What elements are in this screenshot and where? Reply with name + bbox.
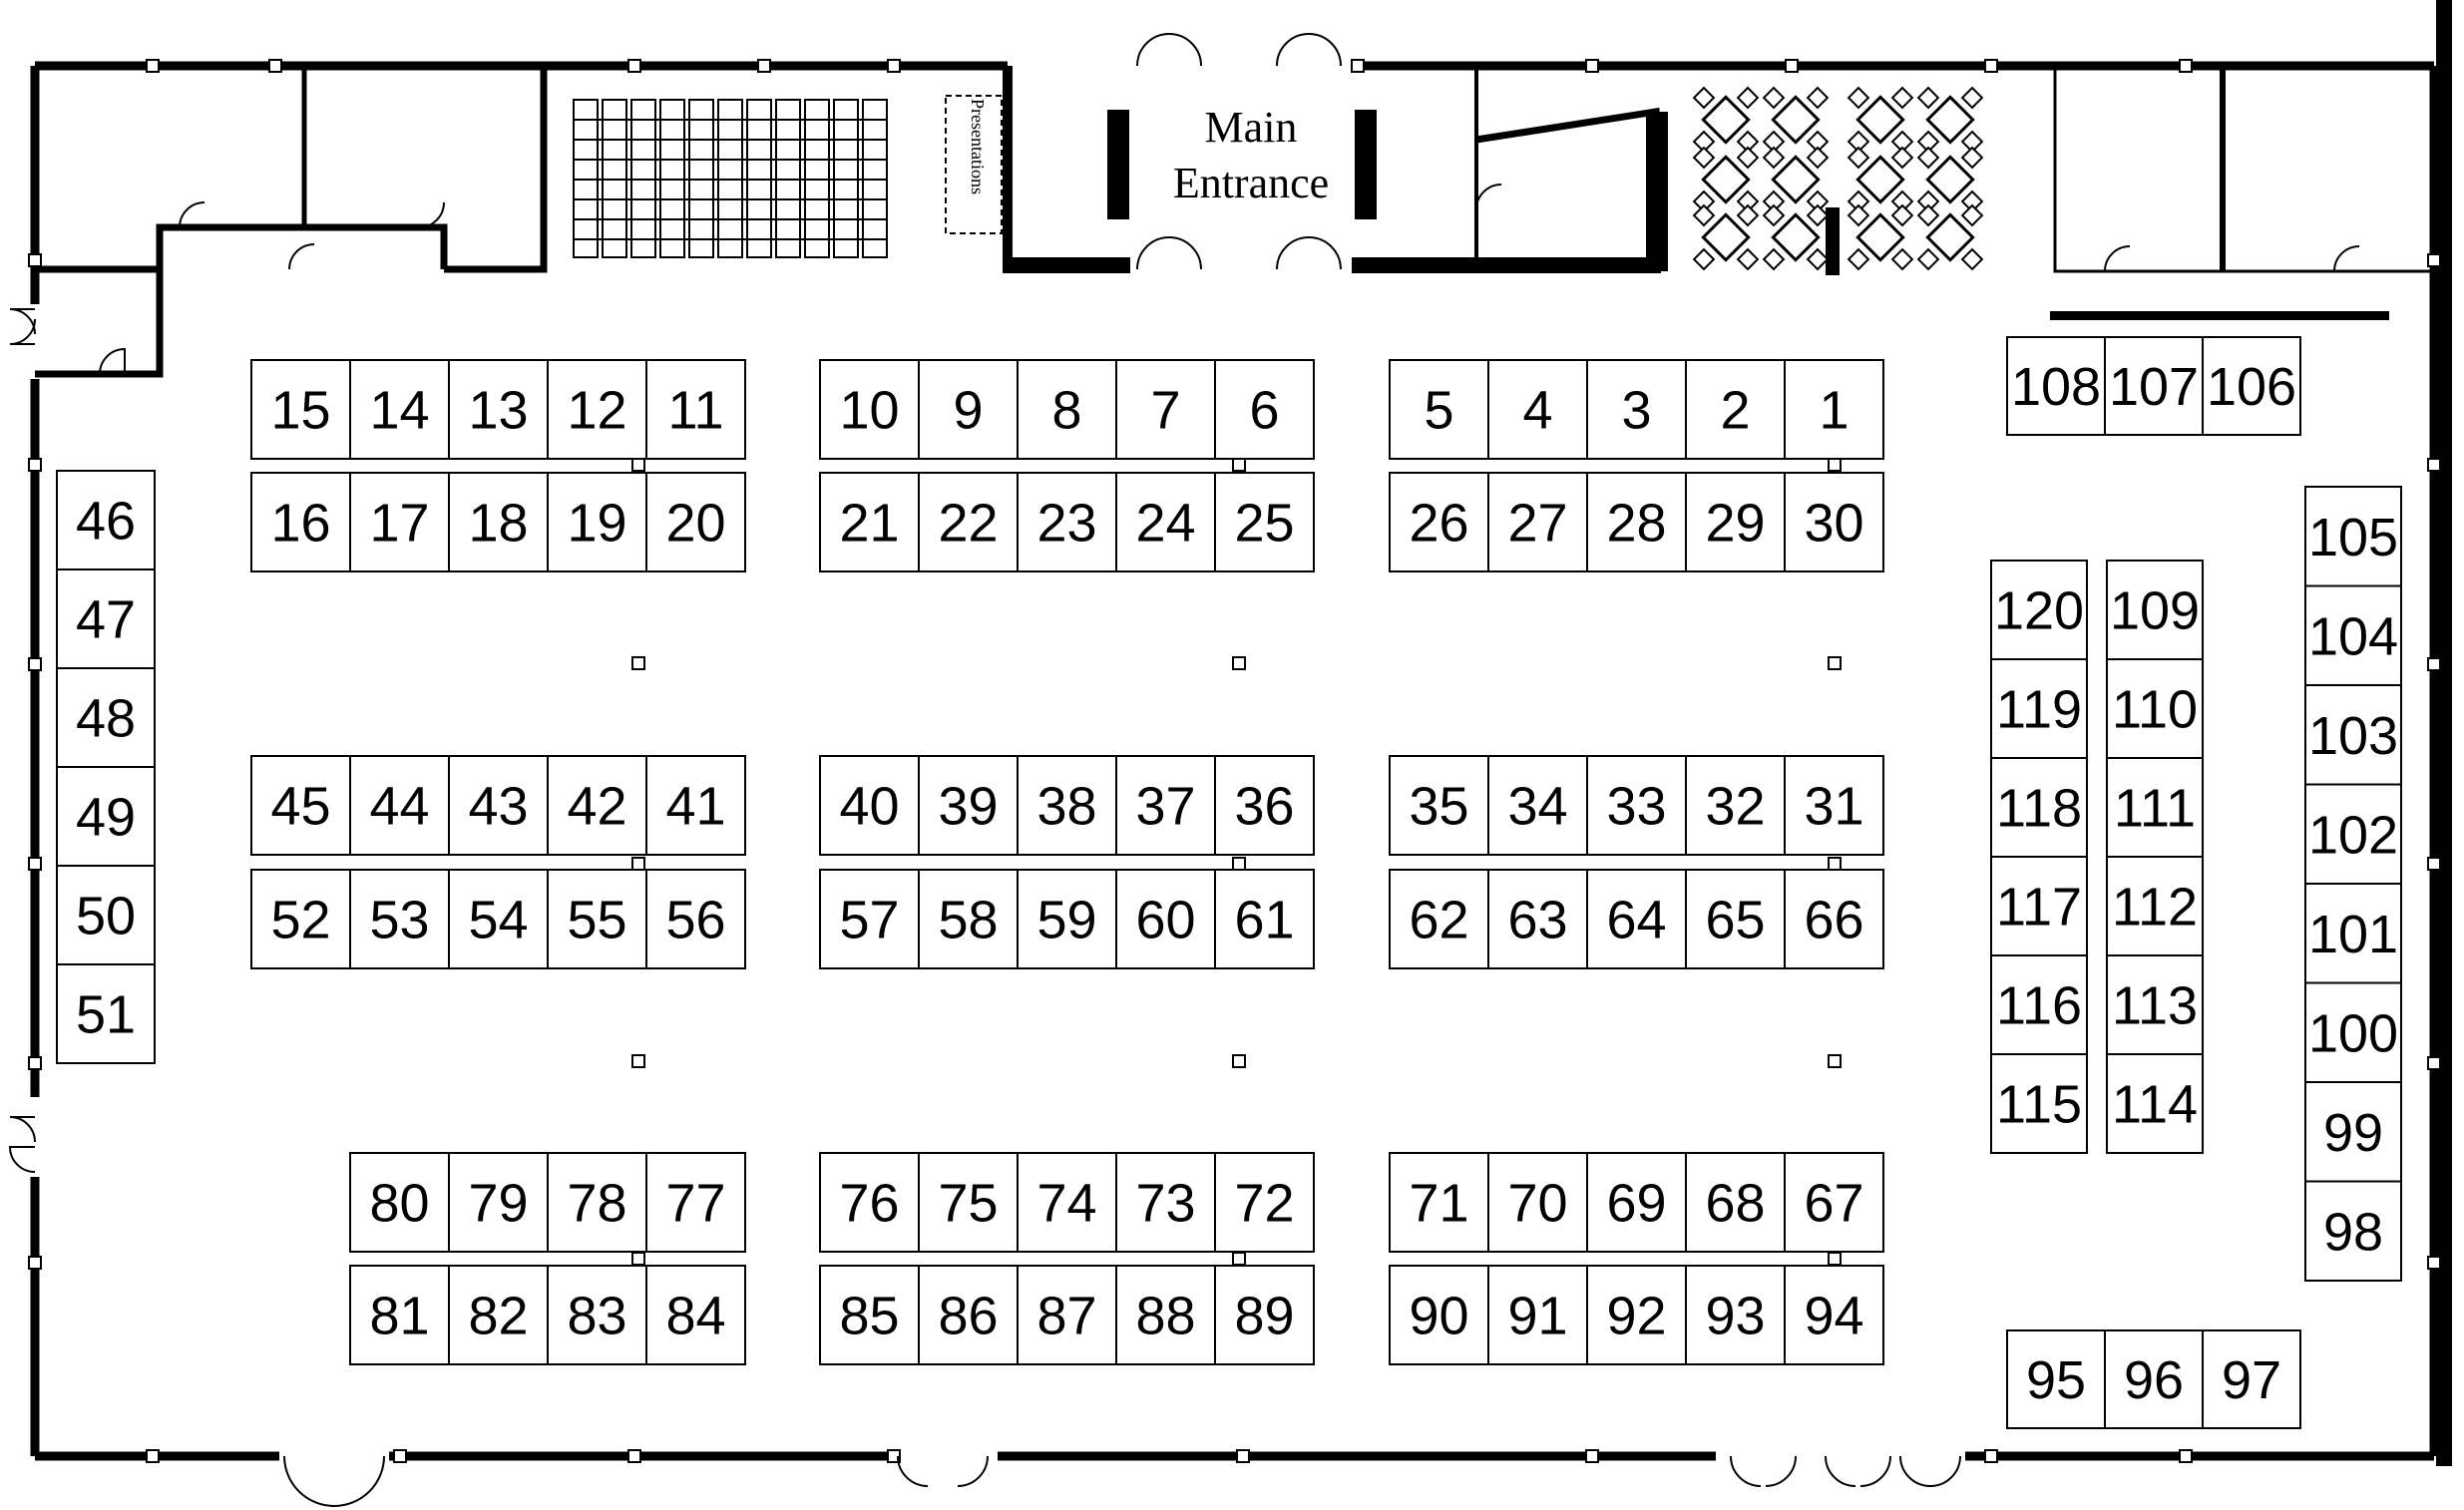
booth-114[interactable] — [2107, 1054, 2203, 1153]
booth-31[interactable] — [1785, 756, 1883, 855]
booth-26[interactable] — [1390, 473, 1488, 571]
booth-39[interactable] — [919, 756, 1018, 855]
booth-56[interactable] — [646, 870, 745, 968]
booth-number: 26 — [1409, 493, 1469, 554]
booth-number: 1 — [1819, 380, 1849, 441]
booth-109[interactable] — [2107, 561, 2203, 659]
booth-number: 60 — [1135, 890, 1196, 950]
structural-column — [1233, 1253, 1245, 1265]
booth-number: 32 — [1705, 776, 1766, 837]
structural-column — [1829, 459, 1841, 471]
booth-number: 22 — [938, 493, 999, 554]
booth-number: 17 — [369, 493, 430, 554]
booth-34[interactable] — [1488, 756, 1587, 855]
booth-number: 94 — [1804, 1286, 1864, 1346]
booth-71[interactable] — [1390, 1153, 1488, 1252]
booth-66[interactable] — [1785, 870, 1883, 968]
booth-number: 66 — [1804, 890, 1864, 950]
presentations-label: Presentations — [968, 99, 988, 194]
booth-117[interactable] — [1991, 857, 2087, 955]
booth-number: 62 — [1409, 890, 1469, 950]
booth-49[interactable] — [57, 767, 155, 866]
booth-number: 100 — [2307, 1003, 2399, 1064]
booth-number: 10 — [839, 380, 900, 441]
booth-number: 13 — [468, 380, 529, 441]
booth-number: 58 — [938, 890, 999, 950]
booths — [57, 337, 2401, 1428]
booth-number: 12 — [567, 380, 627, 441]
booth-36[interactable] — [1215, 756, 1314, 855]
booth-92[interactable] — [1587, 1266, 1686, 1364]
booth-number: 108 — [2010, 357, 2102, 417]
booth-number: 118 — [1995, 778, 2083, 839]
booth-60[interactable] — [1116, 870, 1215, 968]
booth-106[interactable] — [2203, 337, 2300, 435]
booth-number: 97 — [2221, 1350, 2282, 1410]
booth-53[interactable] — [350, 870, 449, 968]
structural-column — [1233, 657, 1245, 669]
booth-number: 28 — [1606, 493, 1667, 554]
booth-1[interactable] — [1785, 360, 1883, 459]
booth-76[interactable] — [820, 1153, 919, 1252]
booth-37[interactable] — [1116, 756, 1215, 855]
booth-70[interactable] — [1488, 1153, 1587, 1252]
booth-number: 87 — [1036, 1286, 1097, 1346]
booth-number: 16 — [270, 493, 331, 554]
booth-115[interactable] — [1991, 1054, 2087, 1153]
booth-96[interactable] — [2105, 1330, 2203, 1428]
booth-number: 14 — [369, 380, 430, 441]
booth-number: 68 — [1705, 1173, 1766, 1234]
booth-6[interactable] — [1215, 360, 1314, 459]
structural-column — [1233, 459, 1245, 471]
booth-number: 69 — [1606, 1173, 1667, 1234]
booth-number: 47 — [75, 589, 137, 650]
structural-column — [1829, 858, 1841, 870]
booth-46[interactable] — [57, 471, 155, 569]
booth-number: 9 — [953, 380, 984, 441]
booth-number: 90 — [1409, 1286, 1469, 1346]
booth-15[interactable] — [251, 360, 350, 459]
booth-number: 19 — [567, 493, 627, 554]
booth-number: 79 — [468, 1173, 529, 1234]
booth-19[interactable] — [548, 473, 646, 571]
booth-63[interactable] — [1488, 870, 1587, 968]
booth-62[interactable] — [1390, 870, 1488, 968]
booth-69[interactable] — [1587, 1153, 1686, 1252]
cafe-table — [1694, 205, 1758, 269]
booth-85[interactable] — [820, 1266, 919, 1364]
booth-94[interactable] — [1785, 1266, 1883, 1364]
booth-number: 86 — [938, 1286, 999, 1346]
booth-25[interactable] — [1215, 473, 1314, 571]
booth-number: 99 — [2322, 1102, 2384, 1163]
entrance-lobby-wall-left — [1003, 66, 1013, 265]
booth-116[interactable] — [1991, 955, 2087, 1054]
cafe-table — [1694, 148, 1758, 211]
booth-74[interactable] — [1018, 1153, 1116, 1252]
booth-number: 70 — [1507, 1173, 1568, 1234]
booth-number: 39 — [938, 776, 999, 837]
booth-number: 78 — [567, 1173, 627, 1234]
booth-5[interactable] — [1390, 360, 1488, 459]
booth-4[interactable] — [1488, 360, 1587, 459]
booth-number: 41 — [665, 776, 726, 837]
booth-number: 43 — [468, 776, 529, 837]
far-right-wall — [2436, 0, 2452, 1466]
entrance-lobby-wall-bottom-left — [1003, 257, 1130, 273]
structural-column — [1829, 1055, 1841, 1067]
booth-number: 54 — [468, 890, 529, 950]
booth-number: 7 — [1150, 380, 1181, 441]
booth-number: 8 — [1051, 380, 1082, 441]
booth-number: 33 — [1606, 776, 1667, 837]
booth-number: 37 — [1135, 776, 1196, 837]
booth-number: 56 — [665, 890, 726, 950]
booth-number: 55 — [567, 890, 627, 950]
booth-number: 3 — [1621, 380, 1652, 441]
booth-number: 72 — [1234, 1173, 1295, 1234]
booth-23[interactable] — [1018, 473, 1116, 571]
booth-number: 53 — [369, 890, 430, 950]
booth-101[interactable] — [2305, 884, 2401, 983]
booth-number: 115 — [1995, 1074, 2083, 1135]
booth-54[interactable] — [449, 870, 548, 968]
booth-32[interactable] — [1686, 756, 1785, 855]
booth-2[interactable] — [1686, 360, 1785, 459]
booth-number: 111 — [2113, 778, 2197, 839]
booth-number: 6 — [1249, 380, 1280, 441]
booth-number: 63 — [1507, 890, 1568, 950]
booth-21[interactable] — [820, 473, 919, 571]
cafe-table — [1848, 205, 1912, 269]
booth-number: 21 — [839, 493, 900, 554]
cafe-table — [1764, 148, 1828, 211]
booth-9[interactable] — [919, 360, 1018, 459]
booth-number: 42 — [567, 776, 627, 837]
booth-number: 91 — [1507, 1286, 1568, 1346]
booth-22[interactable] — [919, 473, 1018, 571]
entrance-pillar-right — [1355, 110, 1377, 219]
booth-number: 30 — [1804, 493, 1864, 554]
booth-93[interactable] — [1686, 1266, 1785, 1364]
booth-number: 92 — [1606, 1286, 1667, 1346]
booth-58[interactable] — [919, 870, 1018, 968]
booth-number: 15 — [270, 380, 331, 441]
booth-43[interactable] — [449, 756, 548, 855]
booth-16[interactable] — [251, 473, 350, 571]
cafe-table — [1694, 88, 1758, 152]
booth-50[interactable] — [57, 866, 155, 964]
booth-105[interactable] — [2305, 487, 2401, 586]
booth-number: 83 — [567, 1286, 627, 1346]
booth-number: 71 — [1409, 1173, 1469, 1234]
cafe-table — [1918, 88, 1982, 152]
booth-number: 2 — [1720, 380, 1751, 441]
booth-61[interactable] — [1215, 870, 1314, 968]
booth-number: 57 — [839, 890, 900, 950]
cafe-table — [1764, 205, 1828, 269]
booth-number: 110 — [2111, 679, 2199, 740]
booth-84[interactable] — [646, 1266, 745, 1364]
booth-81[interactable] — [350, 1266, 449, 1364]
booth-number: 18 — [468, 493, 529, 554]
booth-number: 106 — [2206, 357, 2297, 417]
presentation-seating — [574, 100, 887, 257]
booth-86[interactable] — [919, 1266, 1018, 1364]
booth-90[interactable] — [1390, 1266, 1488, 1364]
booth-91[interactable] — [1488, 1266, 1587, 1364]
booth-89[interactable] — [1215, 1266, 1314, 1364]
booth-107[interactable] — [2105, 337, 2203, 435]
booth-number: 103 — [2307, 705, 2399, 766]
booth-35[interactable] — [1390, 756, 1488, 855]
booth-79[interactable] — [449, 1153, 548, 1252]
booth-number: 82 — [468, 1286, 529, 1346]
booth-42[interactable] — [548, 756, 646, 855]
booth-number: 95 — [2025, 1350, 2087, 1410]
booth-87[interactable] — [1018, 1266, 1116, 1364]
booth-number: 81 — [369, 1286, 430, 1346]
booth-47[interactable] — [57, 569, 155, 668]
booth-number: 36 — [1234, 776, 1295, 837]
booth-10[interactable] — [820, 360, 919, 459]
booth-number: 77 — [665, 1173, 726, 1234]
booth-33[interactable] — [1587, 756, 1686, 855]
booth-98[interactable] — [2305, 1182, 2401, 1282]
booth-38[interactable] — [1018, 756, 1116, 855]
booth-28[interactable] — [1587, 473, 1686, 571]
structural-column — [1233, 1055, 1245, 1067]
booth-100[interactable] — [2305, 983, 2401, 1083]
booth-number: 102 — [2307, 805, 2399, 866]
booth-8[interactable] — [1018, 360, 1116, 459]
booth-number: 24 — [1135, 493, 1196, 554]
booth-73[interactable] — [1116, 1153, 1215, 1252]
main-entrance-label-line2: Entrance — [1172, 159, 1330, 207]
booth-113[interactable] — [2107, 955, 2203, 1054]
entrance-pillar-left — [1107, 110, 1129, 219]
booth-number: 49 — [75, 787, 137, 848]
booth-75[interactable] — [919, 1153, 1018, 1252]
structural-column — [1829, 1253, 1841, 1265]
booth-80[interactable] — [350, 1153, 449, 1252]
booth-67[interactable] — [1785, 1153, 1883, 1252]
booth-number: 61 — [1234, 890, 1295, 950]
booth-number: 76 — [839, 1173, 900, 1234]
booth-99[interactable] — [2305, 1082, 2401, 1182]
booth-59[interactable] — [1018, 870, 1116, 968]
booth-number: 11 — [667, 380, 724, 441]
booth-number: 101 — [2307, 904, 2399, 964]
booth-number: 25 — [1234, 493, 1295, 554]
booth-number: 4 — [1522, 380, 1553, 441]
booth-number: 5 — [1424, 380, 1454, 441]
booth-number: 50 — [75, 886, 137, 946]
booth-20[interactable] — [646, 473, 745, 571]
booth-number: 59 — [1036, 890, 1097, 950]
booth-78[interactable] — [548, 1153, 646, 1252]
booth-110[interactable] — [2107, 659, 2203, 758]
booth-52[interactable] — [251, 870, 350, 968]
booth-48[interactable] — [57, 668, 155, 767]
booth-number: 96 — [2123, 1350, 2185, 1410]
booth-number: 107 — [2108, 357, 2200, 417]
booth-57[interactable] — [820, 870, 919, 968]
booth-number: 67 — [1804, 1173, 1864, 1234]
booth-number: 46 — [75, 491, 137, 552]
booth-11[interactable] — [646, 360, 745, 459]
booth-number: 45 — [270, 776, 331, 837]
booth-68[interactable] — [1686, 1153, 1785, 1252]
booth-45[interactable] — [251, 756, 350, 855]
booth-number: 85 — [839, 1286, 900, 1346]
booth-103[interactable] — [2305, 685, 2401, 785]
booth-55[interactable] — [548, 870, 646, 968]
booth-number: 65 — [1705, 890, 1766, 950]
booth-number: 27 — [1507, 493, 1568, 554]
booth-number: 40 — [839, 776, 900, 837]
booth-number: 23 — [1036, 493, 1097, 554]
booth-number: 120 — [1993, 580, 2085, 641]
booth-7[interactable] — [1116, 360, 1215, 459]
cafe-table — [1764, 88, 1828, 152]
booth-number: 44 — [369, 776, 430, 837]
booth-3[interactable] — [1587, 360, 1686, 459]
booth-number: 29 — [1705, 493, 1766, 554]
booth-number: 84 — [665, 1286, 726, 1346]
booth-119[interactable] — [1991, 659, 2087, 758]
booth-82[interactable] — [449, 1266, 548, 1364]
booth-24[interactable] — [1116, 473, 1215, 571]
cafe-table — [1918, 205, 1982, 269]
structural-column — [632, 1055, 644, 1067]
booth-number: 51 — [75, 984, 137, 1045]
structural-column — [632, 657, 644, 669]
booth-number: 31 — [1804, 776, 1864, 837]
booth-88[interactable] — [1116, 1266, 1215, 1364]
entrance-lobby-wall-bottom-right — [1352, 257, 1661, 273]
booth-72[interactable] — [1215, 1153, 1314, 1252]
booth-83[interactable] — [548, 1266, 646, 1364]
booth-number: 113 — [2111, 975, 2199, 1036]
booth-51[interactable] — [57, 964, 155, 1063]
booth-number: 75 — [938, 1173, 999, 1234]
booth-number: 20 — [665, 493, 726, 554]
booth-number: 35 — [1409, 776, 1469, 837]
structural-column — [632, 1253, 644, 1265]
booth-number: 117 — [1995, 877, 2083, 938]
booth-102[interactable] — [2305, 785, 2401, 885]
cafe-divider — [1826, 207, 1840, 275]
cafe-table — [1848, 88, 1912, 152]
booth-number: 98 — [2322, 1202, 2384, 1263]
structural-column — [632, 459, 644, 471]
booth-number: 109 — [2109, 580, 2201, 641]
booth-104[interactable] — [2305, 586, 2401, 686]
booth-number: 64 — [1606, 890, 1667, 950]
booth-111[interactable] — [2107, 758, 2203, 857]
booth-number: 73 — [1135, 1173, 1196, 1234]
booth-14[interactable] — [350, 360, 449, 459]
booth-number: 105 — [2307, 507, 2399, 567]
booth-40[interactable] — [820, 756, 919, 855]
booth-12[interactable] — [548, 360, 646, 459]
booth-number: 38 — [1036, 776, 1097, 837]
booth-13[interactable] — [449, 360, 548, 459]
booth-17[interactable] — [350, 473, 449, 571]
booth-97[interactable] — [2203, 1330, 2300, 1428]
structural-column — [1829, 657, 1841, 669]
booth-95[interactable] — [2007, 1330, 2105, 1428]
booth-number: 114 — [2111, 1074, 2199, 1135]
booth-number: 112 — [2111, 877, 2199, 938]
booth-number: 34 — [1507, 776, 1568, 837]
booth-18[interactable] — [449, 473, 548, 571]
booth-120[interactable] — [1991, 561, 2087, 659]
booth-number: 119 — [1995, 679, 2083, 740]
cafe-table — [1918, 148, 1982, 211]
booth-64[interactable] — [1587, 870, 1686, 968]
booth-number: 74 — [1036, 1173, 1097, 1234]
booth-41[interactable] — [646, 756, 745, 855]
structural-column — [632, 858, 644, 870]
booth-118[interactable] — [1991, 758, 2087, 857]
main-entrance-label-line1: Main — [1204, 103, 1298, 152]
booth-29[interactable] — [1686, 473, 1785, 571]
booth-number: 80 — [369, 1173, 430, 1234]
booth-44[interactable] — [350, 756, 449, 855]
structural-column — [1233, 858, 1245, 870]
booth-108[interactable] — [2007, 337, 2105, 435]
booth-number: 52 — [270, 890, 331, 950]
booth-65[interactable] — [1686, 870, 1785, 968]
booth-30[interactable] — [1785, 473, 1883, 571]
entrance-lobby-wall-right — [1646, 112, 1668, 271]
booth-number: 93 — [1705, 1286, 1766, 1346]
booth-number: 88 — [1135, 1286, 1196, 1346]
right-partition-wall — [2050, 311, 2389, 320]
booth-number: 104 — [2307, 606, 2399, 667]
booth-number: 116 — [1995, 975, 2083, 1036]
booth-27[interactable] — [1488, 473, 1587, 571]
cafe-table — [1848, 148, 1912, 211]
booth-112[interactable] — [2107, 857, 2203, 955]
booth-77[interactable] — [646, 1153, 745, 1252]
booth-number: 48 — [75, 688, 137, 749]
booth-number: 89 — [1234, 1286, 1295, 1346]
